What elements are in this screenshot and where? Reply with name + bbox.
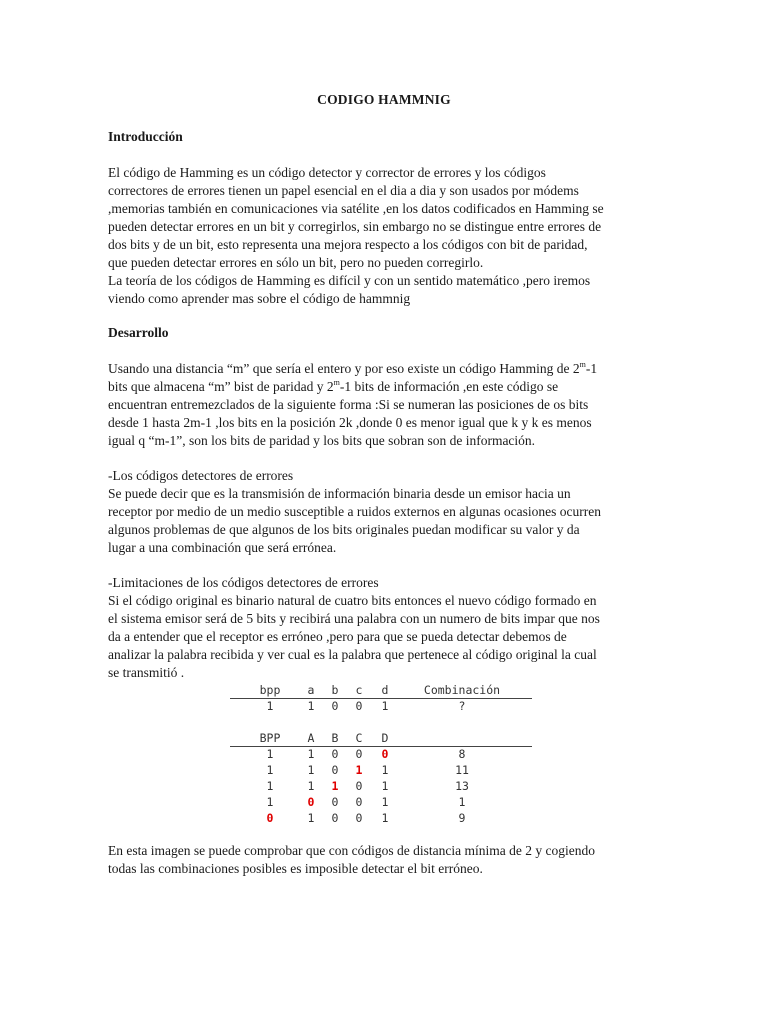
table2-cell: 1	[307, 763, 315, 777]
dev-line2-text: bits que almacena “m” bist de paridad y 2	[108, 379, 334, 394]
table2-cell-combination: 9	[458, 811, 466, 825]
table2-cell: 0	[331, 811, 339, 825]
limitations-line: da a entender que el receptor es erróneo ,pero para que se pueda detectar debemos de	[108, 629, 567, 644]
table2-cell: 1	[381, 795, 389, 809]
intro-heading: Introducción	[108, 129, 183, 144]
table2-cell: 1	[307, 811, 315, 825]
limitations-line: se transmitió .	[108, 665, 185, 680]
bits-table	[230, 683, 532, 828]
intro-line: dos bits y de un bit, esto representa una mejora respecto a los códigos con bit de paridad,	[108, 237, 588, 252]
table1-row	[230, 699, 532, 714]
table2-cell: 1	[381, 763, 389, 777]
limitations-line: el sistema emisor será de 5 bits y recibirá una palabra con un numero de bits impar que nos	[108, 611, 600, 626]
table2-cell-combination: 11	[455, 763, 469, 777]
conclusion-line: todas las combinaciones posibles es imposible detectar el bit erróneo.	[108, 861, 483, 876]
conclusion-paragraph	[108, 842, 661, 878]
table2-cell: 0	[355, 795, 363, 809]
detectors-line: Se puede decir que es la transmisión de información binaria desde un emisor hacia un	[108, 486, 571, 501]
table2-cell: 0	[355, 747, 363, 761]
table2-header-cell: B	[331, 731, 339, 745]
table1-cell: 0	[331, 699, 339, 713]
development-line: igual q “m-1”, son los bits de paridad y los bits que sobran son de información.	[108, 433, 536, 448]
table1-header-cell: Combinación	[423, 683, 501, 697]
table2-header-cell: A	[307, 731, 315, 745]
table2-cell: 1	[266, 747, 274, 761]
table1-cell: ?	[458, 699, 466, 713]
table2-header-row	[230, 731, 532, 746]
table1-header-cell: c	[355, 683, 363, 697]
intro-line: viendo como aprender mas sobre el código de hammnig	[108, 291, 411, 306]
limitations-paragraph	[108, 574, 661, 682]
table1-header-cell: d	[381, 683, 389, 697]
table2-cell: 1	[266, 795, 274, 809]
table2-cell: 0	[331, 747, 339, 761]
document-title: CODIGO HAMMNIG	[317, 92, 451, 107]
intro-paragraph	[108, 164, 661, 308]
detectors-line: algunos problemas de que algunos de los bits originales puedan modificar su valor y da	[108, 522, 580, 537]
dev-line1-tail: -1	[585, 361, 598, 376]
development-line	[108, 378, 661, 396]
table2-header-cell: D	[381, 731, 389, 745]
intro-line: La teoría de los códigos de Hamming es difícil y con un sentido matemático ,pero iremos	[108, 273, 591, 288]
limitations-heading: -Limitaciones de los códigos detectores de errores	[108, 575, 379, 590]
development-paragraph	[108, 360, 661, 450]
table2-cell-combination: 13	[455, 779, 469, 793]
detectors-line: lugar a una combinación que será errónea.	[108, 540, 337, 555]
dev-line2-tail: -1 bits de información ,en este código se	[339, 379, 559, 394]
table1-header-cell: bpp	[259, 683, 281, 697]
table2-cell: 1	[307, 747, 315, 761]
table1-header-cell: b	[331, 683, 339, 697]
table1-cell: 0	[355, 699, 363, 713]
table2-row	[230, 779, 532, 794]
table2-cell: 1	[266, 763, 274, 777]
table2-cell-error: 1	[355, 763, 363, 777]
intro-line: que pueden detectar errores en sólo un bit, pero no pueden corregirlo.	[108, 255, 484, 270]
table2-cell-combination: 8	[458, 747, 466, 761]
table2-header-cell: BPP	[259, 731, 281, 745]
intro-line: pueden detectar errores en un bit y corregirlos, sin embargo no se distingue entre errores de	[108, 219, 602, 234]
detectors-heading: -Los códigos detectores de errores	[108, 468, 294, 483]
intro-line: El código de Hamming es un código detector y corrector de errores y los códigos	[108, 165, 546, 180]
development-line: encuentran entremezclados de la siguiente forma :Si se numeran las posiciones de os bits	[108, 397, 589, 412]
development-heading: Desarrollo	[108, 325, 169, 340]
table2-cell: 0	[355, 811, 363, 825]
table2-row	[230, 763, 532, 778]
table2-header-cell: C	[355, 731, 363, 745]
table2-cell: 1	[381, 811, 389, 825]
table2-row	[230, 811, 532, 826]
table2-cell: 1	[266, 779, 274, 793]
dev-line1-text: Usando una distancia “m” que sería el entero y por eso existe un código Hamming de 2	[108, 361, 580, 376]
table1-cell: 1	[307, 699, 315, 713]
table2-cell-error: 0	[307, 795, 315, 809]
table2-cell-error: 0	[266, 811, 274, 825]
table1-cell: 1	[266, 699, 274, 713]
development-line: desde 1 hasta 2m-1 ,los bits en la posición 2k ,donde 0 es menor igual que k y k es menos	[108, 415, 592, 430]
table1-header-row	[230, 683, 532, 698]
table2-cell: 1	[307, 779, 315, 793]
detectors-paragraph	[108, 467, 661, 557]
table2-cell: 0	[331, 795, 339, 809]
table1-cell: 1	[381, 699, 389, 713]
intro-line: ,memorias también en comunicaciones via satélite ,en los datos codificados en Hamming se	[108, 201, 604, 216]
table2-cell: 0	[355, 779, 363, 793]
superscript-m: m	[333, 378, 340, 387]
intro-line: correctores de errores tienen un papel esencial en el dia a dia y son usados por módems	[108, 183, 579, 198]
table2-cell: 0	[331, 763, 339, 777]
table2-cell: 1	[381, 779, 389, 793]
superscript-m: m	[579, 360, 586, 369]
table2-row	[230, 795, 532, 810]
detectors-line: receptor por medio de un medio susceptible a ruidos externos en algunas ocasiones ocurren	[108, 504, 601, 519]
development-line	[108, 360, 661, 378]
limitations-line: Si el código original es binario natural de cuatro bits entonces el nuevo código formado en	[108, 593, 597, 608]
table2-row	[230, 747, 532, 762]
table2-cell-combination: 1	[458, 795, 466, 809]
table1-header-cell: a	[307, 683, 315, 697]
conclusion-line: En esta imagen se puede comprobar que con códigos de distancia mínima de 2 y cogiendo	[108, 843, 595, 858]
table2-cell-error: 1	[331, 779, 339, 793]
limitations-line: analizar la palabra recibida y ver cual es la palabra que pertenece al código original la cual	[108, 647, 597, 662]
table2-cell-error: 0	[381, 747, 389, 761]
